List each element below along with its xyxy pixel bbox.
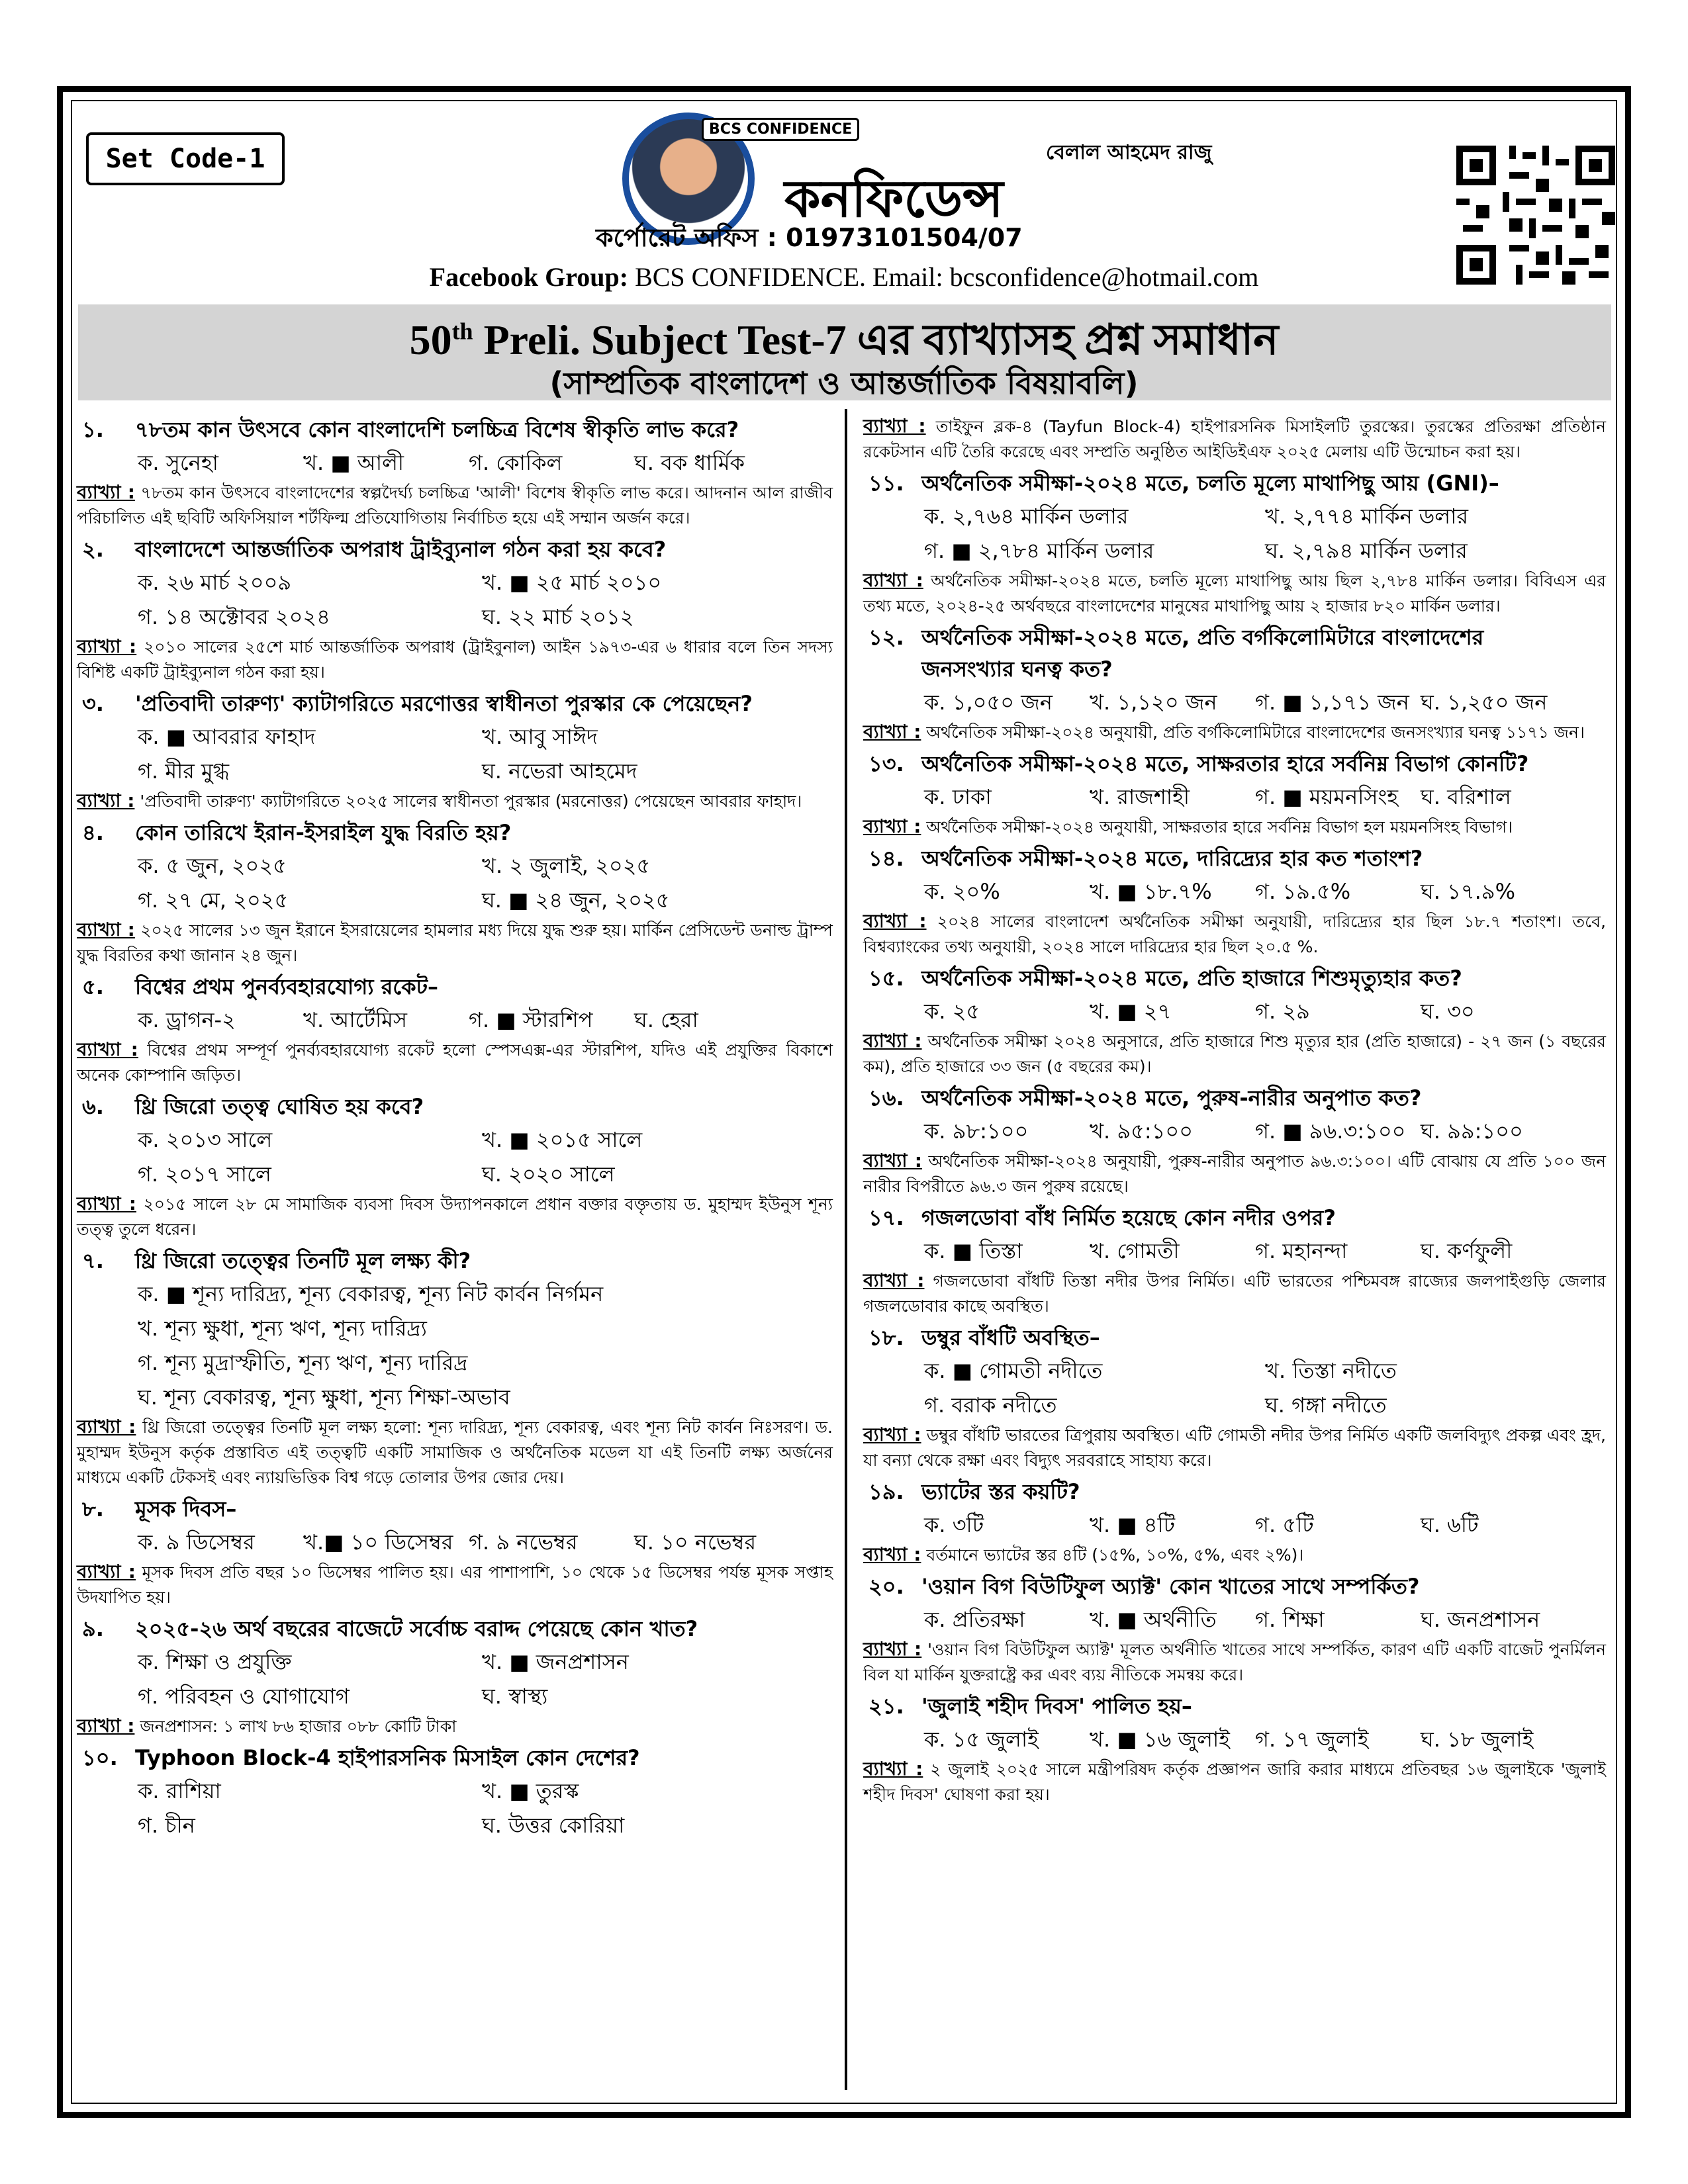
explanation <box>71 1037 833 1088</box>
option: গ. ১৯.৫% <box>1255 879 1351 904</box>
option: খ. ১,১২০ জন <box>1090 690 1217 715</box>
question-text: অর্থনৈতিক সমীক্ষা-২০২৪ মতে, চলতি মূল্যে মাথাপিছু আয় (GNI)– <box>921 471 1499 496</box>
option: খ. শূন্য ক্ষুধা, শূন্য ঋণ, শূন্য দারিদ্র্য <box>138 1316 427 1341</box>
explanation-text: জনপ্রশাসন: ১ লাখ ৮৬ হাজার ০৮৮ কোটি টাকা <box>140 1717 457 1736</box>
option: ঘ. কর্ণফুলী <box>1421 1238 1513 1263</box>
option: ক. ■ গোমতী নদীতে <box>924 1358 1103 1383</box>
question-number: ১২. <box>868 625 904 650</box>
option: খ.■ ১০ ডিসেম্বর <box>303 1529 453 1555</box>
explanation-label: ব্যাখ্যা : <box>77 1561 136 1582</box>
question-number: ৮. <box>82 1496 104 1522</box>
option: ক. ১৫ জুলাই <box>924 1727 1039 1752</box>
explanation-text: ৭৮তম কান উৎসবে বাংলাদেশের স্বল্পদৈর্ঘ্য চলচ্চিত্র 'আলী' বিশেষ স্বীকৃতি লাভ করে। আদনান আল রাজীব পরিচালিত এই ছবিটি অফিসিয়াল শর্টফিল্ম প্রতিযোগিতায় নির্বাচিত হয়ে এই সম্মান অর্জন করে। <box>77 483 833 527</box>
question-text: 'জুলাই শহীদ দিবস' পালিত হয়– <box>921 1694 1192 1719</box>
option: ক. ২,৭৬৪ মার্কিন ডলার <box>924 504 1129 529</box>
option: খ. ■ ১৬ জুলাই <box>1090 1727 1230 1752</box>
explanation-label: ব্যাখ্যা : <box>77 790 135 811</box>
option-row <box>71 1003 833 1037</box>
set-code-box: Set Code-1 <box>86 132 285 185</box>
brand-name: কনফিডেন্স <box>784 169 1004 229</box>
option-row <box>858 780 1606 814</box>
option: গ. ■ ২,৭৮৪ মার্কিন ডলার <box>924 538 1154 563</box>
option-row <box>71 719 833 754</box>
option-row <box>71 1122 833 1157</box>
explanation-label: ব্যাখ্যা : <box>863 1638 922 1660</box>
question <box>858 842 1606 874</box>
option-row <box>71 1645 833 1679</box>
question <box>71 414 833 445</box>
explanation-label: ব্যাখ্যা : <box>77 919 135 940</box>
explanation <box>858 1028 1606 1079</box>
question-text: থ্রি জিরো তত্ত্ব ঘোষিত হয় কবে? <box>135 1094 424 1119</box>
option: খ. ৯৫:১০০ <box>1090 1118 1194 1144</box>
option: ক. ■ শূন্য দারিদ্র্য, শূন্য বেকারত্ব, শূন্য নিট কার্বন নির্গমন <box>138 1281 604 1306</box>
explanation <box>71 917 833 968</box>
option: ঘ. জনপ্রশাসন <box>1421 1607 1540 1632</box>
question-text: মূসক দিবস– <box>135 1496 237 1522</box>
option: গ. ৯ নভেম্বর <box>469 1529 578 1555</box>
option: গ. বরাক নদীতে <box>924 1392 1057 1418</box>
option: ঘ. শূন্য বেকারত্ব, শূন্য ক্ষুধা, শূন্য শিক্ষা-অভাব <box>138 1385 510 1410</box>
question-number: ৪. <box>82 820 104 845</box>
office-phone: কর্পোরেট অফিস : 01973101504/07 <box>596 223 1023 252</box>
option: গ. মহানন্দা <box>1255 1238 1348 1263</box>
option: ক. ২৫ <box>924 999 980 1024</box>
explanation-text: ২ জুলাই ২০২৫ সালে মন্ত্রীপরিষদ কর্তৃক প্রজ্ঞাপন জারি করার মাধ্যমে প্রতিবছর ১৬ জুলাইকে 'জুলাই শহীদ দিবস' ঘোষণা করা হয়। <box>863 1760 1606 1804</box>
option-row <box>858 1114 1606 1148</box>
option-row <box>71 754 833 788</box>
question-text: ৭৮তম কান উৎসবে কোন বাংলাদেশি চলচ্চিত্র বিশেষ স্বীকৃতি লাভ করে? <box>135 417 739 442</box>
question-text: অর্থনৈতিক সমীক্ষা-২০২৪ মতে, প্রতি হাজারে শিশুমৃত্যুহার কত? <box>921 966 1462 991</box>
option-row <box>858 685 1606 719</box>
option: ঘ. ১৮ জুলাই <box>1421 1727 1534 1752</box>
option: খ. ■ তুরস্ক <box>482 1778 579 1803</box>
bcs-badge: BCS CONFIDENCE <box>702 118 859 141</box>
explanation-text: অর্থনৈতিক সমীক্ষা ২০২৪ অনুসারে, প্রতি হাজারে শিশু মৃত্যুর হার (প্রতি হাজারে) - ২৭ জন (১ বছরের কম), প্রতি হাজারে ৩৩ জন (৫ বছরের কম)। <box>863 1032 1606 1076</box>
option: গ. ২৭ মে, ২০২৫ <box>138 887 289 913</box>
option: ক. ২০% <box>924 879 1000 904</box>
page-subtitle: (সাম্প্রতিক বাংলাদেশ ও আন্তর্জাতিক বিষয়াবলি) <box>549 365 1139 401</box>
question-number: ১. <box>82 417 104 442</box>
option: ঘ. স্বাস্থ্য <box>482 1684 548 1709</box>
question-number: ৬. <box>82 1094 104 1119</box>
question-number: ১৯. <box>868 1479 904 1504</box>
explanation-text: ২০২৪ সালের বাংলাদেশ অর্থনৈতিক সমীক্ষা অনুযায়ী, দারিদ্র্যের হার ছিল ১৮.৭ শতাংশ। তবে, বিশ্বব্যাংকের তথ্য অনুযায়ী, ২০২৪ সালে দারিদ্র্যের হার ছিল ২০.৫ %. <box>863 912 1606 956</box>
question-text: Typhoon Block-4 হাইপারসনিক মিসাইল কোন দেশের? <box>135 1745 640 1770</box>
option: গ. ১৪ অক্টোবর ২০২৪ <box>138 604 330 629</box>
question-number: ১৫. <box>868 966 904 991</box>
explanation-text: 'প্রতিবাদী তারুণ্য' ক্যাটাগরিতে ২০২৫ সালের স্বাধীনতা পুরস্কার (মরনোত্তর) পেয়েছেন আবরার ফাহাদ। <box>140 792 802 811</box>
option: ক. ৫ জুন, ২০২৫ <box>138 853 287 878</box>
option: ক. ২০১৩ সালে <box>138 1127 273 1152</box>
option: গ. মীর মুগ্ধ <box>138 758 230 784</box>
explanation-label: ব্যাখ্যা : <box>77 635 137 657</box>
explanation <box>858 1637 1606 1688</box>
question <box>858 748 1606 780</box>
question-number: ১১. <box>868 471 904 496</box>
option: ক. ৩টি <box>924 1512 984 1537</box>
explanation-label: ব্যাখ্যা : <box>863 1424 921 1445</box>
explanation-label: ব্যাখ্যা : <box>863 910 927 932</box>
question-text: থ্রি জিরো তত্ত্বের তিনটি মূল লক্ষ্য কী? <box>135 1248 471 1273</box>
option: গ. ■ ৯৬.৩:১০০ <box>1255 1118 1406 1144</box>
question-number: ১০. <box>82 1745 118 1770</box>
option: ঘ. ২২ মার্চ ২০১২ <box>482 604 634 629</box>
option-row <box>858 1508 1606 1542</box>
option: গ. শিক্ষা <box>1255 1607 1325 1632</box>
question <box>858 1690 1606 1722</box>
option: ঘ. ২০২০ সালে <box>482 1161 615 1187</box>
question-number: ৫. <box>82 974 104 999</box>
question <box>858 1322 1606 1353</box>
option: ঘ. হেরা <box>634 1007 698 1032</box>
explanation <box>858 909 1606 960</box>
explanation-text: মূসক দিবস প্রতি বছর ১০ ডিসেম্বর পালিত হয়। এর পাশাপাশি, ১০ থেকে ১৫ ডিসেম্বর পর্যন্ত মূসক সপ্তাহ উদযাপিত হয়। <box>77 1563 833 1607</box>
question-number: ৯. <box>82 1616 104 1641</box>
option-row <box>71 1808 833 1843</box>
option-row <box>71 1525 833 1559</box>
explanation-label: ব্যাখ্যা : <box>863 1150 922 1171</box>
explanation-text: অর্থনৈতিক সমীক্ষা-২০২৪ অনুযায়ী, সাক্ষরতার হারে সর্বনিম্ন বিভাগ হল ময়মনসিংহ বিভাগ। <box>926 817 1513 837</box>
question-text: অর্থনৈতিক সমীক্ষা-২০২৪ মতে, প্রতি বর্গকিলোমিটারে বাংলাদেশের <box>921 625 1484 650</box>
explanation-text: বিশ্বের প্রথম সম্পূর্ণ পুনর্ব্যবহারযোগ্য রকেট হলো স্পেসএক্স-এর স্টারশিপ, যদিও এই প্রযুক্তির বিকাশে অনেক কোম্পানি জড়িত। <box>77 1040 833 1085</box>
question-number: ৩. <box>82 691 104 716</box>
question <box>858 1202 1606 1234</box>
option: গ. ৫টি <box>1255 1512 1314 1537</box>
option: ঘ. বক ধার্মিক <box>634 450 745 475</box>
option: ঘ. ৩০ <box>1421 999 1475 1024</box>
question-number: ২১. <box>868 1694 904 1719</box>
option: ঘ. নভেরা আহমেদ <box>482 758 637 784</box>
option: খ. ■ ২৭ <box>1090 999 1172 1024</box>
option: খ. ২,৭৭৪ মার্কিন ডলার <box>1265 504 1469 529</box>
option: গ. চীন <box>138 1813 195 1838</box>
option: গ. ২০১৭ সালে <box>138 1161 271 1187</box>
question-continued <box>858 653 1606 685</box>
option-row <box>71 445 833 480</box>
facebook-label: Facebook Group: <box>429 262 629 292</box>
option: গ. কোকিল <box>469 450 563 475</box>
option: খ. তিস্তা নদীতে <box>1265 1358 1397 1383</box>
explanation-text: অর্থনৈতিক সমীক্ষা-২০২৪ মতে, চলতি মূল্যে মাথাপিছু আয় ছিল ২,৭৮৪ মার্কিন ডলার। বিবিএস এর তথ্য মতে, ২০২৪-২৫ অর্থবছরে বাংলাদেশের মানুষের মাথাপিছু আয় ২ হাজার ৮২০ মার্কিন ডলার। <box>863 571 1607 615</box>
option-row <box>858 1353 1606 1388</box>
option: ক. শিক্ষা ও প্রযুক্তি <box>138 1649 292 1674</box>
question-text: গজলডোবা বাঁধ নির্মিত হয়েছে কোন নদীর ওপর? <box>921 1205 1336 1230</box>
explanation-text: 'ওয়ান বিগ বিউটিফুল অ্যাক্ট' মূলত অর্থনীতি খাতের সাথে সম্পর্কিত, কারণ এটি একটি বাজেট পুনর্মিলন বিল যা মার্কিন যুক্তরাষ্ট্রে কর এবং ব্যয় নীতিকে সমন্বয় করে। <box>863 1640 1606 1684</box>
question-text: বিশ্বের প্রথম পুনর্ব্যবহারযোগ্য রকেট– <box>135 974 439 999</box>
option: খ. ■ ৪টি <box>1090 1512 1176 1537</box>
question-number: ২০. <box>868 1574 904 1599</box>
explanation-text: গজলডোবা বাঁধটি তিস্তা নদীর উপর নির্মিত। এটি ভারতের পশ্চিমবঙ্গ রাজ্যের জলপাইগুড়ি জেলার গজলডোবার কাছে অবস্থিত। <box>863 1271 1606 1316</box>
option: খ. ■ অর্থনীতি <box>1090 1607 1217 1632</box>
option: ঘ. ২,৭৯৪ মার্কিন ডলার <box>1265 538 1468 563</box>
explanation <box>858 1756 1606 1807</box>
question <box>71 1493 833 1525</box>
question <box>71 1613 833 1645</box>
question-text: জনসংখ্যার ঘনত্ব কত? <box>921 657 1113 682</box>
explanation: ব্যাখ্যা : তাইফুন ব্লক-৪ (Tayfun Block-4) হাইপারসনিক মিসাইলটি তুরস্কের। তুরস্কের প্রতিরক্ষা প্রতিষ্ঠান রকেটসান এটি তৈরি করেছে এবং সম্প্রতি অনুষ্ঠিত আইডিইএফ ২০২৫ মেলায় এটি উন্মোচন করা হয়। <box>863 415 1606 461</box>
option: ক. ৯৮:১০০ <box>924 1118 1029 1144</box>
option: খ. আর্টেমিস <box>303 1007 408 1032</box>
question <box>71 1742 833 1774</box>
explanation <box>858 1148 1606 1199</box>
question-text: ২০২৫-২৬ অর্থ বছরের বাজেটে সর্বোচ্চ বরাদ্দ পেয়েছে কোন খাত? <box>135 1616 698 1641</box>
explanation-label: ব্যাখ্যা : <box>77 1038 138 1060</box>
explanation-label: ব্যাখ্যা : <box>863 815 921 837</box>
explanation <box>71 1713 833 1739</box>
option-row <box>71 848 833 883</box>
option-row <box>858 874 1606 909</box>
option-row <box>71 1774 833 1808</box>
option: ঘ. উত্তর কোরিয়া <box>482 1813 625 1838</box>
question <box>858 1570 1606 1602</box>
explanation-label: ব্যাখ্যা : <box>863 1269 925 1291</box>
option: ক. সুনেহা <box>138 450 218 475</box>
option: গ. ২৯ <box>1255 999 1310 1024</box>
option: ঘ. ১৭.৯% <box>1421 879 1516 904</box>
explanation <box>858 1542 1606 1568</box>
option: গ. ■ স্টারশিপ <box>469 1007 593 1032</box>
question-number: ৭. <box>82 1248 104 1273</box>
explanation-text: অর্থনৈতিক সমীক্ষা-২০২৪ অনুযায়ী, পুরুষ-নারীর অনুপাত ৯৬.৩:১০০। এটি বোঝায় যে প্রতি ১০০ জন নারীর বিপরীতে ৯৬.৩ জন পুরুষ রয়েছে। <box>863 1152 1606 1196</box>
question-number: ১৮. <box>868 1325 904 1350</box>
option-row <box>858 533 1606 568</box>
question <box>71 971 833 1003</box>
option: ক. ■ আবরার ফাহাদ <box>138 724 316 749</box>
option-row <box>858 499 1606 533</box>
option: গ. ■ ১,১৭১ জন <box>1255 690 1409 715</box>
option: খ. রাজশাহী <box>1090 784 1190 809</box>
question-number: ১৪. <box>868 846 904 871</box>
explanation-text: বর্তমানে ভ্যাটের স্তর ৪টি (১৫%, ১০%, ৫%, এবং ২%)। <box>926 1545 1304 1565</box>
option: ক. ২৬ মার্চ ২০০৯ <box>138 570 292 595</box>
option: ঘ. বরিশাল <box>1421 784 1511 809</box>
explanation-text: ২০২৫ সালের ১৩ জুন ইরানে ইসরায়েলের হামলার মধ্য দিয়ে যুদ্ধ শুরু হয়। মার্কিন প্রেসিডেন্ট ডনাল্ড ট্রাম্প যুদ্ধ বিরতির কথা জানান ২৪ জুন। <box>77 921 833 965</box>
option: গ. ১৭ জুলাই <box>1255 1727 1369 1752</box>
option: খ. ■ আলী <box>303 450 404 475</box>
question <box>858 621 1606 653</box>
question-text: অর্থনৈতিক সমীক্ষা-২০২৪ মতে, সাক্ষরতার হারে সর্বনিম্ন বিভাগ কোনটি? <box>921 751 1529 776</box>
question-number: ২. <box>82 537 104 562</box>
option: খ. আবু সাঈদ <box>482 724 598 749</box>
question <box>71 1245 833 1277</box>
explanation-label: ব্যাখ্যা : <box>863 1543 921 1565</box>
explanation-label: ব্যাখ্যা : <box>863 1030 922 1052</box>
option: ক. ড্রাগন-২ <box>138 1007 236 1032</box>
page-title: 50th Preli. Subject Test-7 এর ব্যাখ্যাসহ প্রশ্ন সমাধান <box>409 316 1279 363</box>
option: ক. ঢাকা <box>924 784 992 809</box>
question-text: 'প্রতিবাদী তারুণ্য' ক্যাটাগরিতে মরণোত্তর স্বাধীনতা পুরস্কার কে পেয়েছেন? <box>135 691 753 716</box>
explanation-label: ব্যাখ্যা : <box>863 1758 923 1780</box>
option: ক. প্রতিরক্ষা <box>924 1607 1025 1632</box>
option-row <box>71 1679 833 1713</box>
explanation <box>71 1191 833 1242</box>
explanation <box>71 634 833 685</box>
question <box>71 533 833 565</box>
question-text: ভ্যাটের স্তর কয়টি? <box>921 1479 1080 1504</box>
question-text: ডম্বুর বাঁধটি অবস্থিত– <box>921 1325 1100 1350</box>
option-row <box>858 1722 1606 1756</box>
explanation-label: ব্যাখ্যা : <box>77 481 135 503</box>
option: খ. ■ ১৮.৭% <box>1090 879 1212 904</box>
question-text: অর্থনৈতিক সমীক্ষা-২০২৪ মতে, দারিদ্র্যের হার কত শতাংশ? <box>921 846 1423 871</box>
option-row <box>71 600 833 634</box>
explanation-text: থ্রি জিরো তত্ত্বের তিনটি মূল লক্ষ্য হলো: শূন্য দারিদ্র্য, শূন্য বেকারত্ব, এবং শূন্য নিট কার্বন নিঃসরণ। ড. মুহাম্মদ ইউনুস কর্তৃক প্রস্তাবিত এই তত্ত্বটি একটি সামাজিক ও অর্থনৈতিক মডেল যা এই তিনটি লক্ষ্য অর্জনের মাধ্যমে একটি টেকসই এবং ন্যায়ভিত্তিক বিশ্ব গড়ে তোলার উপর জোর দেয়। <box>77 1418 833 1487</box>
explanation-text: অর্থনৈতিক সমীক্ষা-২০২৪ অনুযায়ী, প্রতি বর্গকিলোমিটারে বাংলাদেশের জনসংখ্যার ঘনত্ব ১১৭১ জন। <box>926 723 1585 742</box>
option: গ. পরিবহন ও যোগাযোগ <box>138 1684 350 1709</box>
option: ক. রাশিয়া <box>138 1778 221 1803</box>
option-row <box>858 1234 1606 1268</box>
option: ক. ৯ ডিসেম্বর <box>138 1529 255 1555</box>
question-number: ১৩. <box>868 751 904 776</box>
option-row <box>858 1388 1606 1422</box>
option: খ. ■ জনপ্রশাসন <box>482 1649 629 1674</box>
option: খ. গোমতী <box>1090 1238 1180 1263</box>
explanation <box>858 1422 1606 1473</box>
question <box>71 817 833 848</box>
option: ক. ১,০৫০ জন <box>924 690 1053 715</box>
question-text: বাংলাদেশে আন্তর্জাতিক অপরাধ ট্রাইব্যুনাল গঠন করা হয় কবে? <box>135 537 667 562</box>
option: ঘ. গঙ্গা নদীতে <box>1265 1392 1387 1418</box>
explanation-label: ব্যাখ্যা : <box>77 1715 135 1737</box>
option-list <box>71 1277 833 1414</box>
option: ঘ. ■ ২৪ জুন, ২০২৫ <box>482 887 670 913</box>
explanation <box>858 568 1606 619</box>
option: ঘ. ১০ নভেম্বর <box>634 1529 757 1555</box>
option-row <box>71 565 833 600</box>
question-text: অর্থনৈতিক সমীক্ষা-২০২৪ মতে, পুরুষ-নারীর অনুপাত কত? <box>921 1085 1422 1111</box>
explanation <box>858 1268 1606 1319</box>
explanation-label: ব্যাখ্যা : <box>77 1193 136 1214</box>
option: খ. ■ ২৫ মার্চ ২০১০ <box>482 570 662 595</box>
question <box>858 467 1606 499</box>
option-row <box>71 883 833 917</box>
option-row <box>71 1157 833 1191</box>
explanation-label: ব্যাখ্যা : <box>863 569 923 591</box>
question <box>71 1091 833 1122</box>
option-row <box>858 994 1606 1028</box>
right-column <box>858 414 1606 1810</box>
brand-author: বেলাল আহমেদ রাজু <box>1046 141 1212 164</box>
explanation-text: ডম্বুর বাঁধটি ভারতের ত্রিপুরায় অবস্থিত। এটি গোমতী নদীর উপর নির্মিত একটি জলবিদ্যুৎ প্রকল্প এবং হ্রদ, যা বন্যা থেকে রক্ষা এবং বিদ্যুৎ সরবরাহে সাহায্য করে। <box>863 1426 1606 1470</box>
option: ক. ■ তিস্তা <box>924 1238 1023 1263</box>
option: খ. ■ ২০১৫ সালে <box>482 1127 643 1152</box>
question-text: 'ওয়ান বিগ বিউটিফুল অ্যাক্ট' কোন খাতের সাথে সম্পর্কিত? <box>921 1574 1420 1599</box>
question-number: ১৬. <box>868 1085 904 1111</box>
question-text: কোন তারিখে ইরান-ইসরাইল যুদ্ধ বিরতি হয়? <box>135 820 512 845</box>
question <box>71 688 833 719</box>
explanation <box>71 1559 833 1610</box>
option-row <box>858 1602 1606 1637</box>
explanation-label: ব্যাখ্যা : <box>77 1416 136 1437</box>
explanation-text: ২০১০ সালের ২৫শে মার্চ আন্তর্জাতিক অপরাধ (ট্রাইবুনাল) আইন ১৯৭৩-এর ৬ ধারার বলে তিন সদস্য বিশিষ্ট একটি ট্রাইব্যুনাল গঠন করা হয়। <box>77 637 833 682</box>
column-divider <box>845 409 847 2090</box>
option: খ. ২ জুলাই, ২০২৫ <box>482 853 651 878</box>
explanation <box>858 719 1606 745</box>
explanation-label: ব্যাখ্যা : <box>863 721 921 743</box>
explanation <box>71 480 833 531</box>
explanation <box>858 814 1606 840</box>
option: ঘ. ৯৯:১০০ <box>1421 1118 1523 1144</box>
option: গ. শূন্য মুদ্রাস্ফীতি, শূন্য ঋণ, শূন্য দারিদ্র <box>138 1350 468 1375</box>
option: ঘ. ১,২৫০ জন <box>1421 690 1548 715</box>
option: ঘ. ৬টি <box>1421 1512 1479 1537</box>
question <box>858 962 1606 994</box>
facebook-line <box>0 261 1688 293</box>
left-column <box>71 414 833 1843</box>
explanation <box>71 788 833 814</box>
explanation <box>71 1414 833 1490</box>
question <box>858 1082 1606 1114</box>
option: গ. ■ ময়মনসিংহ <box>1255 784 1399 809</box>
qr-code-icon <box>1456 146 1615 285</box>
question-number: ১৭. <box>868 1205 904 1230</box>
facebook-contact: BCS CONFIDENCE. Email: bcsconfidence@hotmail.com <box>628 262 1259 292</box>
question <box>858 1476 1606 1508</box>
explanation-text: ২০১৫ সালে ২৮ মে সামাজিক ব্যবসা দিবস উদ্যাপনকালে প্রধান বক্তার বক্তৃতায় ড. মুহাম্মদ ইউনুস শূন্য তত্ত্ব তুলে ধরেন। <box>77 1195 833 1239</box>
